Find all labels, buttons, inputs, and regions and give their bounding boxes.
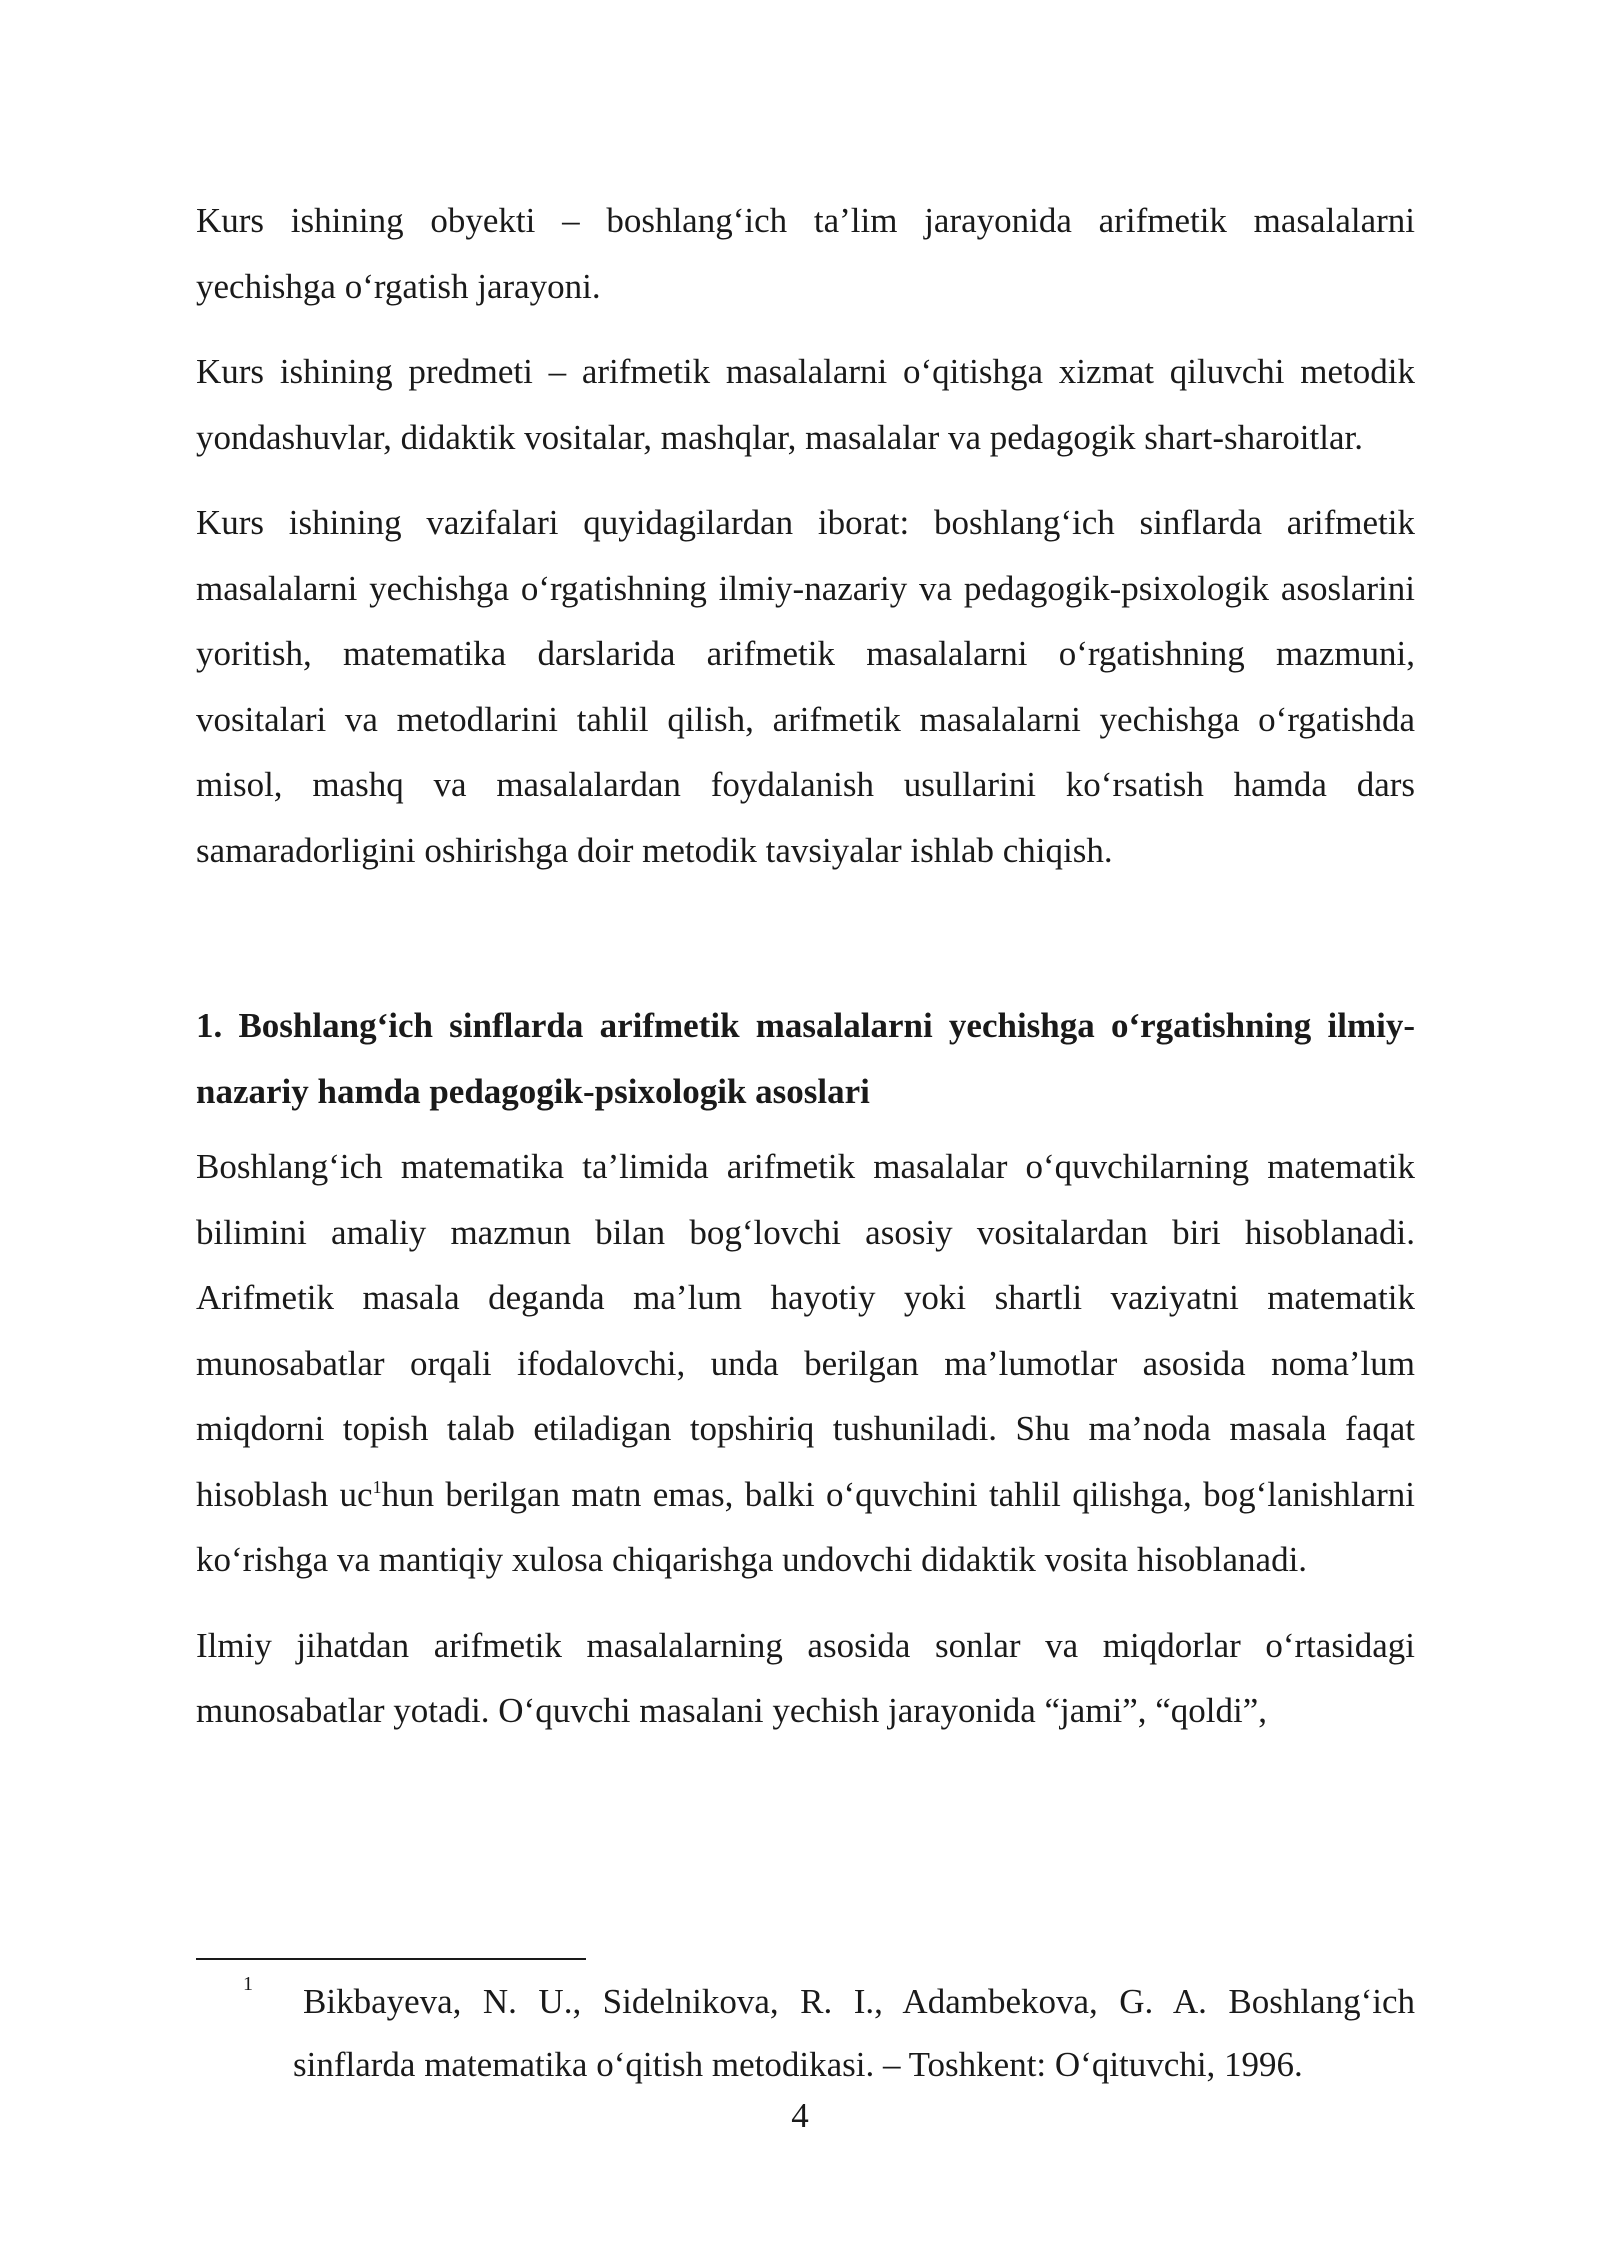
paragraph-arithmetic-problems (196, 1134, 1415, 1593)
paragraph-tasks: Kurs ishining vazifalari quyidagilardan iborat: boshlang‘ich sinflarda arifmetik masalalarni yechishga o‘rgatishning ilmiy-nazariy va pedagogik-psixologik asoslarini yoritish, matematika darslarida arifmetik masalalarni o‘rgatishning mazmuni, vositalari va metodlarini tahlil qilish, arifmetik masalalarni yechishga o‘rgatishda misol, mashq va masalalardan foydalanish usullarini ko‘rsatish hamda dars samaradorligini oshirishga doir metodik tavsiyalar ishlab chiqish. (196, 503, 1415, 870)
footnote (196, 1970, 1415, 2096)
document-page (196, 188, 1415, 1744)
footnote-reference[interactable]: 1 (372, 1476, 382, 1497)
paragraph-subject: Kurs ishining predmeti – arifmetik masalalarni o‘qitishga xizmat qiluvchi metodik yondashuvlar, didaktik vositalar, mashqlar, masalalar va pedagogik shart-sharoitlar. (196, 352, 1415, 457)
footnote-separator (196, 1958, 586, 1960)
paragraph-scientific-basis: Ilmiy jihatdan arifmetik masalalarning asosida sonlar va miqdorlar o‘rtasidagi munosabatlar yotadi. O‘quvchi masalani yechish jarayonida “jami”, “qoldi”, (196, 1625, 1415, 1730)
paragraph-text-part-1: Boshlang‘ich matematika ta’limida arifmetik masalalar o‘quvchilarning matematik bilimini amaliy mazmun bilan bog‘lovchi asosiy vositalardan biri hisoblanadi. Arifmetik masala deganda ma’lum hayotiy yoki shartli vaziyatni matematik munosabatlar orqali ifodalovchi, unda berilgan ma’lumotlar asosida noma’lum miqdorni topish talab etiladigan topshiriq tushuniladi. Shu ma’noda masala faqat hisoblash uc (196, 1147, 1415, 1514)
footnote-text: Bikbayeva, N. U., Sidelnikova, R. I., Adambekova, G. A. Boshlang‘ich sinflarda matematika o‘qitish metodikasi. – Toshkent: O‘qituvchi, 1996. (293, 1982, 1415, 2084)
section-heading: 1. Boshlang‘ich sinflarda arifmetik masalalarni yechishga o‘rgatishning ilmiy-nazariy hamda pedagogik-psixologik asoslari (196, 1006, 1415, 1111)
paragraph-text-part-2: hun berilgan matn emas, balki o‘quvchini tahlil qilishga, bog‘lanishlarni ko‘rishga va mantiqiy xulosa chiqarishga undovchi didaktik vosita hisoblanadi. (196, 1474, 1415, 1579)
page-number: 4 (791, 2096, 809, 2135)
paragraph-object: Kurs ishining obyekti – boshlang‘ich ta’lim jarayonida arifmetik masalalarni yechishga o‘rgatish jarayoni. (196, 201, 1415, 306)
footnote-number: 1 (243, 1973, 253, 1995)
